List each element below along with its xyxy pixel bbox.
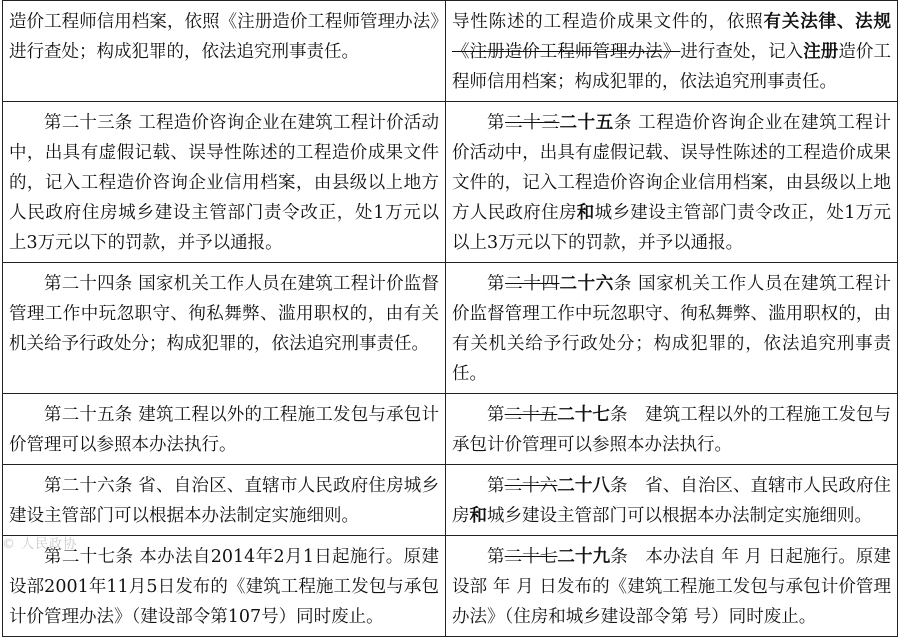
table-row (3, 536, 898, 637)
original-text-cell (3, 394, 446, 465)
text-segment: 第 (487, 405, 505, 425)
revised-text-cell (446, 263, 898, 394)
deleted-text: 二十六 (504, 476, 558, 496)
text-segment: 造价工程师信用档案；构成犯罪的，依法追究刑事责任。 (452, 42, 891, 92)
revised-text-cell (446, 394, 898, 465)
table-row (3, 1, 898, 102)
revised-text-cell (446, 536, 898, 637)
comparison-table-body (3, 1, 898, 637)
added-text: 二十七 (557, 405, 611, 425)
text-segment: 城乡建设主管部门可以根据本办法制定实施细则。 (487, 506, 872, 526)
text-segment: 第 (487, 113, 506, 133)
original-text-cell (3, 102, 446, 263)
deleted-text: 《注册造价工程师管理办法》 (452, 42, 681, 62)
revised-text-cell (446, 465, 898, 536)
watermark: © 人民政协 (2, 537, 78, 552)
text-segment: 条 省、自治区、直辖市人民政府住房 (452, 476, 892, 526)
table-row (3, 465, 898, 536)
added-text: 和 (576, 203, 595, 223)
deleted-text: 二十七 (504, 547, 558, 567)
added-text: 二十九 (557, 547, 611, 567)
table-row (3, 263, 898, 394)
revised-text-cell (446, 102, 898, 263)
added-text: 有关法律、法规 (763, 12, 892, 32)
deleted-text: 二十五 (504, 405, 558, 425)
table-row (3, 394, 898, 465)
text-segment: 第二十五条 建筑工程以外的工程施工发包与承包计价管理可以参照本办法执行。 (9, 405, 439, 455)
text-segment: 条 工程造价咨询企业在建筑工程计价活动中，出具有虚假记载、误导性陈述的工程造价成果文件的，记入工程造价咨询企业信用档案，由县级以上地方人民政府住房 (452, 113, 892, 223)
text-segment: 第 (487, 476, 505, 496)
text-segment: 造价工程师信用档案，依照《注册造价工程师管理办法》进行查处；构成犯罪的，依法追究刑事责任。 (9, 12, 439, 62)
text-segment: 第二十七条 本办法自2014年2月1日起施行。原建设部2001年11月5日发布的《建筑工程施工发包与承包计价管理办法》（建设部令第107号）同时废止。 (9, 547, 439, 627)
text-segment: 第二十四条 国家机关工作人员在建筑工程计价监督管理工作中玩忽职守、徇私舞弊、滥用职权的，由有关机关给予行政处分；构成犯罪的，依法追究刑事责任。 (9, 274, 439, 354)
document-page (2, 0, 898, 627)
revised-text-cell (446, 1, 898, 102)
text-segment: 第二十三条 工程造价咨询企业在建筑工程计价活动中，出具有虚假记载、误导性陈述的工程造价成果文件的，记入工程造价咨询企业信用档案，由县级以上地方人民政府住房城乡建设主管部门责令改正，处1万元以上3万元以下的罚款，并予以通报。 (9, 113, 439, 253)
added-text: 二十六 (559, 274, 614, 294)
text-segment: 城乡建设主管部门责令改正，处1万元以上3万元以下的罚款，并予以通报。 (452, 203, 891, 253)
deleted-text: 二十四 (505, 274, 560, 294)
text-segment: 第 (487, 547, 505, 567)
original-text-cell (3, 263, 446, 394)
text-segment: 条 国家机关工作人员在建筑工程计价监督管理工作中玩忽职守、徇私舞弊、滥用职权的，由有关机关给予行政处分；构成犯罪的，依法追究刑事责任。 (452, 274, 892, 384)
text-segment: 进行查处，记入 (680, 42, 804, 62)
text-segment: 导性陈述的工程造价成果文件的，依照 (452, 12, 764, 32)
added-text: 二十八 (557, 476, 611, 496)
added-text: 注册 (803, 42, 839, 62)
comparison-table (2, 0, 898, 637)
text-segment: 第 (487, 274, 506, 294)
added-text: 和 (469, 506, 487, 526)
text-segment: 第二十六条 省、自治区、直辖市人民政府住房城乡建设主管部门可以根据本办法制定实施细则。 (9, 476, 439, 526)
original-text-cell (3, 465, 446, 536)
table-row (3, 102, 898, 263)
text-segment: 条 本办法自 年 月 日起施行。原建设部 年 月 日发布的《建筑工程施工发包与承包计价管理办法》（住房和城乡建设部令第 号）同时废止。 (452, 547, 892, 627)
added-text: 二十五 (559, 113, 614, 133)
text-segment: 条 建筑工程以外的工程施工发包与承包计价管理可以参照本办法执行。 (452, 405, 892, 455)
original-text-cell (3, 1, 446, 102)
deleted-text: 二十三 (505, 113, 560, 133)
